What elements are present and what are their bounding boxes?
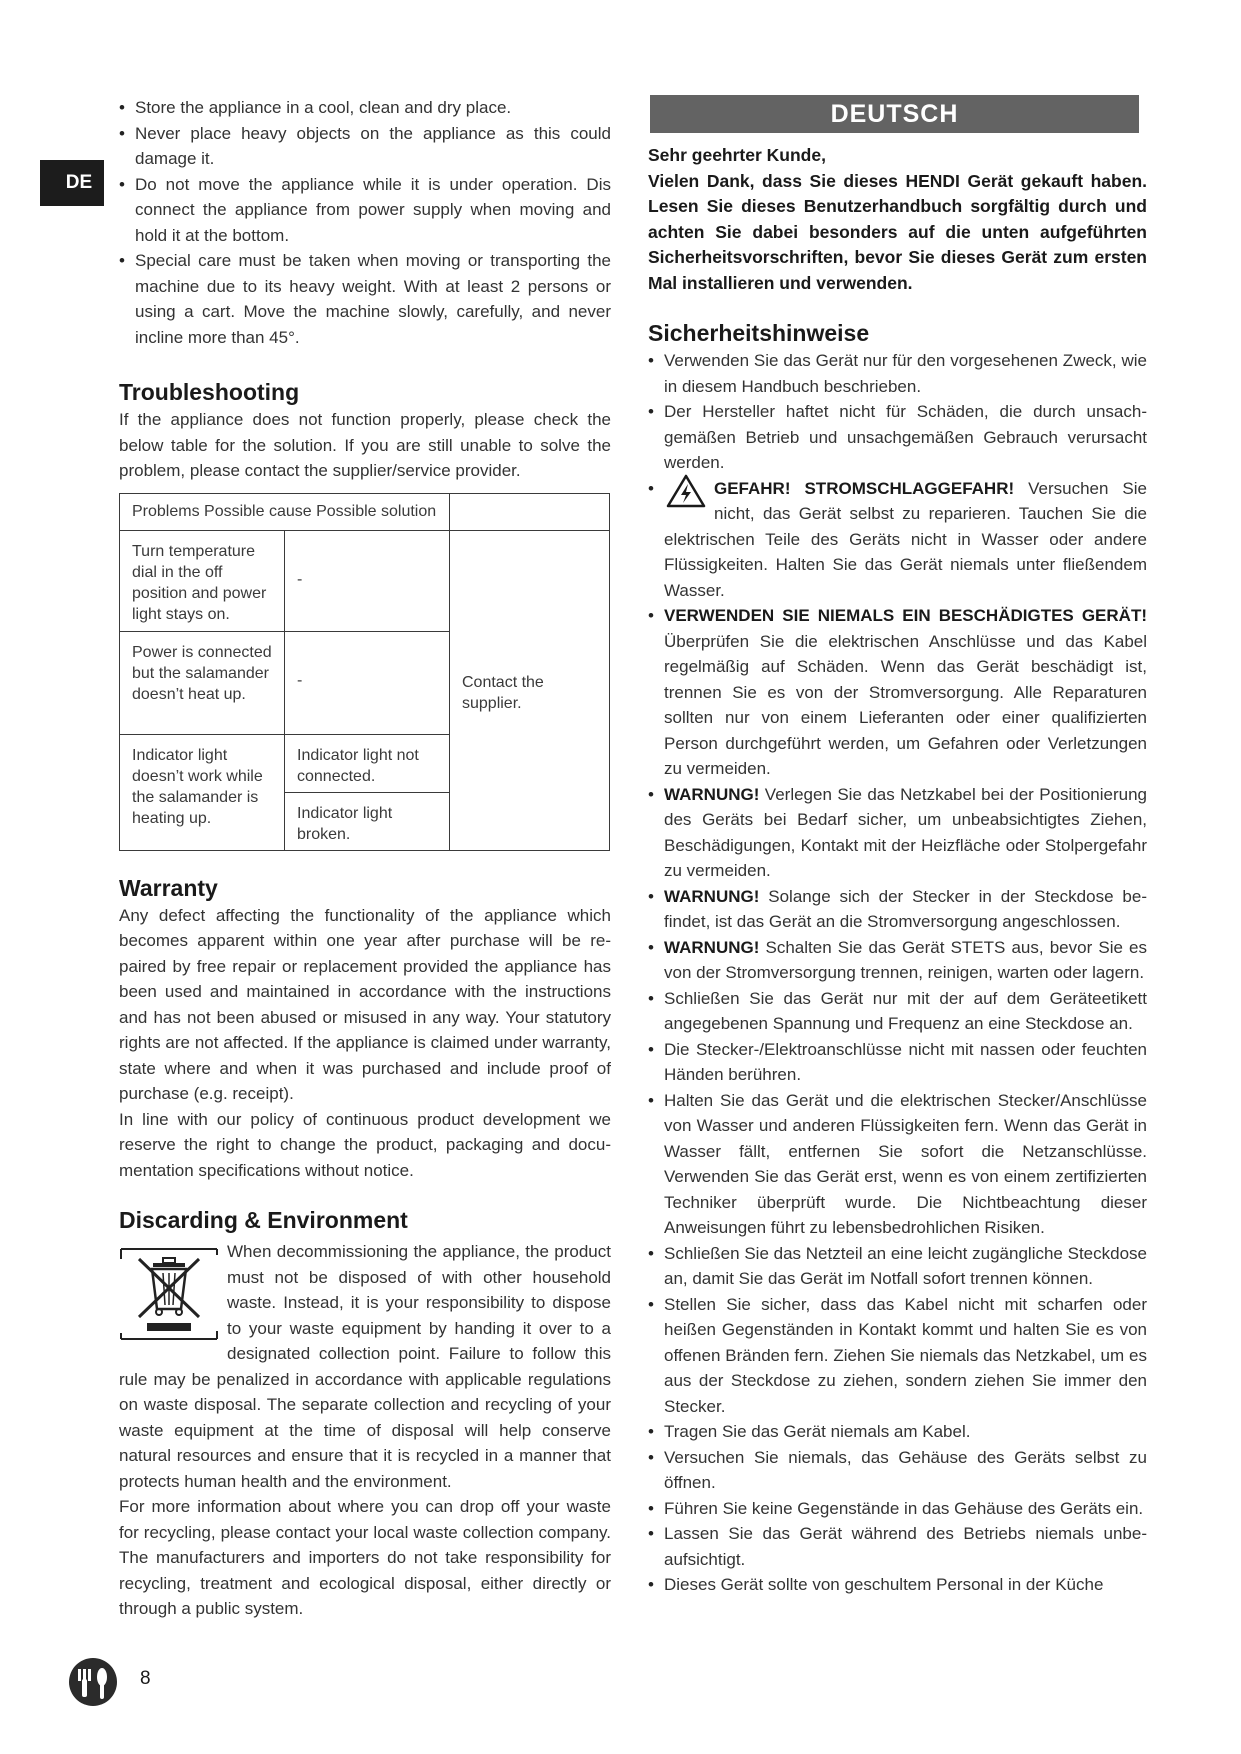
warning-text: Überprüfen Sie die elektrischen Anschlüsse und das Kabel regelmäßig auf Schäden. Wenn das Gerät beschädigt ist, trennen Sie es von der Stromversorgung. Alle Reparaturen sollten nur von einem Lieferanten oder einer qualifizierten Person durchgeführt werden, um Gefahren oder Verletzungen zu vermeiden. [664, 631, 1147, 778]
language-tab: DE [40, 160, 104, 206]
discarding-heading: Discarding & Environment [119, 1207, 408, 1233]
warning-label: VERWENDEN SIE NIEMALS EIN BESCHÄDIGTES GERÄT! [664, 606, 1147, 625]
warranty-paragraph: Any defect affecting the functionality of the appliance which becomes apparent within one year after purchase will be repaired by free repair or replacement provided the appliance has been used and maintained in accordance with the instructions and has not been abused or misused in any way. Your statutory rights are not affected. If the appliance is claimed under warranty, state where and when it was purchased and include proof of purchase (e.g. receipt). [119, 905, 611, 1103]
discarding-paragraph: For more information about where you can drop off your waste for recycling, please contact your local waste collection company. The manufacturers and importers do not take responsibility for recycling, treatment and ecological disposal, either directly or through a public system. [119, 1497, 611, 1618]
list-item: • Never place heavy objects on the appliance as this could damage it. [119, 121, 611, 172]
safety-list [648, 348, 1147, 1598]
problem-cell: Power is connected but the salamander doesn’t heat up. [120, 631, 285, 734]
page-number: 8 [140, 1668, 151, 1689]
language-title-bar: DEUTSCH [650, 95, 1139, 133]
table-header-cell: Problems Possible cause Possible solution [120, 493, 450, 530]
warning-label: WARNUNG! [664, 937, 760, 957]
list-item: • Führen Sie keine Gegenstände in das Gehäuse des Geräts ein. [648, 1496, 1147, 1522]
list-item: • Stellen Sie sicher, dass das Kabel nicht mit scharfen oder heißen Gegenständen in Kontakt kommt und halten Sie es von offenen Bränden fern. Ziehen Sie niemals das Netzkabel, um es aus der Steckdose zu ziehen, sondern ziehen Sie immer den Stecker. [648, 1292, 1147, 1420]
troubleshooting-table [119, 493, 610, 851]
warning-text: Versuchen Sie nicht, das Gerät selbst zu reparieren. Tauchen Sie die elektrischen Teile des Geräts nicht in Wasser oder andere Flüssigkeiten. Halten Sie das Gerät niemals unter fließendem Wasser. [664, 478, 1147, 600]
table-header-row [120, 493, 610, 530]
problem-cell: Turn temperature dial in the off position and power light stays on. [120, 530, 285, 631]
intro-paragraph: Vielen Dank, dass Sie dieses HENDI Gerät gekauft haben. Lesen Sie dieses Benutzerhandbuch sorgfältig durch und achten Sie dabei besonders auf die unten aufgeführten Sicherheitsvorschriften, bevor Sie dieses Gerät zum ersten Mal installieren und verwenden. [648, 170, 1147, 293]
table-header-empty [450, 493, 610, 530]
problem-cell: Indicator light doesn’t work while the salamander is heating up. [120, 734, 285, 850]
cause-cell: - [285, 530, 450, 631]
list-item [648, 476, 1147, 604]
list-item: • Store the appliance in a cool, clean and dry place. [119, 95, 611, 121]
discarding-paragraph: When decommissioning the appliance, the product must not be disposed of with other household waste. Instead, it is your responsibility to dispose to your waste equipment by handing it over to a designated collection point. Failure to follow this rule may be penalized in accordance with applicable regulations on waste disposal. The separate collection and recycling of your waste equipment at the time of disposal will help conserve natural resources and ensure that it is recycled in a manner that protects human health and the environment. [119, 1242, 611, 1491]
list-item: • Do not move the appliance while it is under operation. Dis connect the appliance from power supply when moving and hold it at the bottom. [119, 172, 611, 249]
list-item: • Tragen Sie das Gerät niemals am Kabel. [648, 1419, 1147, 1445]
list-item: • Lassen Sie das Gerät während des Betriebs niemals unbeaufsichtigt. [648, 1521, 1147, 1572]
list-item [648, 884, 1147, 935]
safety-heading: Sicherheitshinweise [648, 320, 870, 346]
list-item: • Halten Sie das Gerät und die elektrischen Stecker/Anschlüsse von Wasser und anderen Flüssigkeiten fern. Wenn das Gerät in Wasser fällt, entfernen Sie sofort die Netzanschlüsse. Verwenden Sie das Gerät erst, wenn es von einem zertifizierten Techniker überprüft wurde. Die Nichtbeachtung dieser Anweisungen führt zu lebensbedrohlichen Risiken. [648, 1088, 1147, 1241]
warning-text: Solange sich der Stecker in der Steckdose befindet, ist das Gerät an die Stromversorgung angeschlossen. [664, 886, 1147, 931]
list-item: • Schließen Sie das Gerät nur mit der auf dem Geräteetikett angegebenen Spannung und Frequenz an eine Steckdose an. [648, 986, 1147, 1037]
weee-bin-icon [119, 1243, 219, 1343]
table-row [120, 530, 610, 631]
warranty-paragraph: In line with our policy of continuous product development we reserve the right to change the product, packaging and documentation specifications without notice. [119, 1109, 611, 1180]
warning-label: GEFAHR! STROMSCHLAGGEFAHR! [714, 478, 1015, 498]
list-item: • Schließen Sie das Netzteil an eine leicht zugängliche Steckdose an, damit Sie das Gerät im Notfall sofort trennen können. [648, 1241, 1147, 1292]
cause-cell: Indicator light not connected. [285, 734, 450, 792]
intro-block [648, 143, 1147, 296]
list-item [648, 603, 1147, 782]
list-item [648, 935, 1147, 986]
warranty-heading: Warranty [119, 874, 218, 901]
care-list [119, 95, 611, 350]
warning-text: Verlegen Sie das Netzkabel bei der Positionierung des Geräts bei Bedarf sicher, um unbeabsichtigtes Ziehen, Beschädigungen, Kontakt mit der Heizfläche oder Stolpergefahr zu vermeiden. [664, 784, 1147, 880]
warning-label: WARNUNG! [664, 784, 760, 804]
list-item: • Versuchen Sie niemals, das Gehäuse des Geräts selbst zu öffnen. [648, 1445, 1147, 1496]
solution-cell: Contact the supplier. [450, 530, 610, 850]
list-item: • Die Stecker-/Elektroanschlüsse nicht mit nassen oder feuchten Händen berühren. [648, 1037, 1147, 1088]
troubleshooting-intro: If the appliance does not function properly, please check the below table for the solution. If you are still unable to solve the problem, please contact the supplier/service provider. [119, 410, 611, 480]
warning-label: WARNUNG! [664, 886, 760, 906]
list-item: • Dieses Gerät sollte von geschultem Personal in der Küche [648, 1572, 1147, 1598]
list-item [648, 782, 1147, 884]
electric-hazard-icon [666, 474, 706, 508]
discarding-section [119, 1239, 611, 1622]
cause-cell: Indicator light broken. [285, 792, 450, 850]
list-item: • Special care must be taken when moving or transporting the machine due to its heavy weight. With at least 2 persons or using a cart. Move the machine slowly, carefully, and never incline more than 45°. [119, 248, 611, 350]
right-column [648, 95, 1147, 1598]
left-column [119, 95, 611, 1622]
greeting: Sehr geehrter Kunde, [648, 145, 826, 165]
list-item: • Der Hersteller haftet nicht für Schäden, die durch unsachgemäßen Betrieb und unsachgemäßen Gebrauch verursacht werden. [648, 399, 1147, 476]
cause-cell: - [285, 631, 450, 734]
warning-text: Schalten Sie das Gerät STETS aus, bevor Sie es von der Stromversorgung trennen, reinigen, warten oder lagern. [664, 937, 1147, 982]
troubleshooting-heading: Troubleshooting [119, 379, 300, 405]
list-item: • Verwenden Sie das Gerät nur für den vorgesehenen Zweck, wie in diesem Handbuch beschrieben. [648, 348, 1147, 399]
hendi-logo-icon [68, 1657, 118, 1707]
